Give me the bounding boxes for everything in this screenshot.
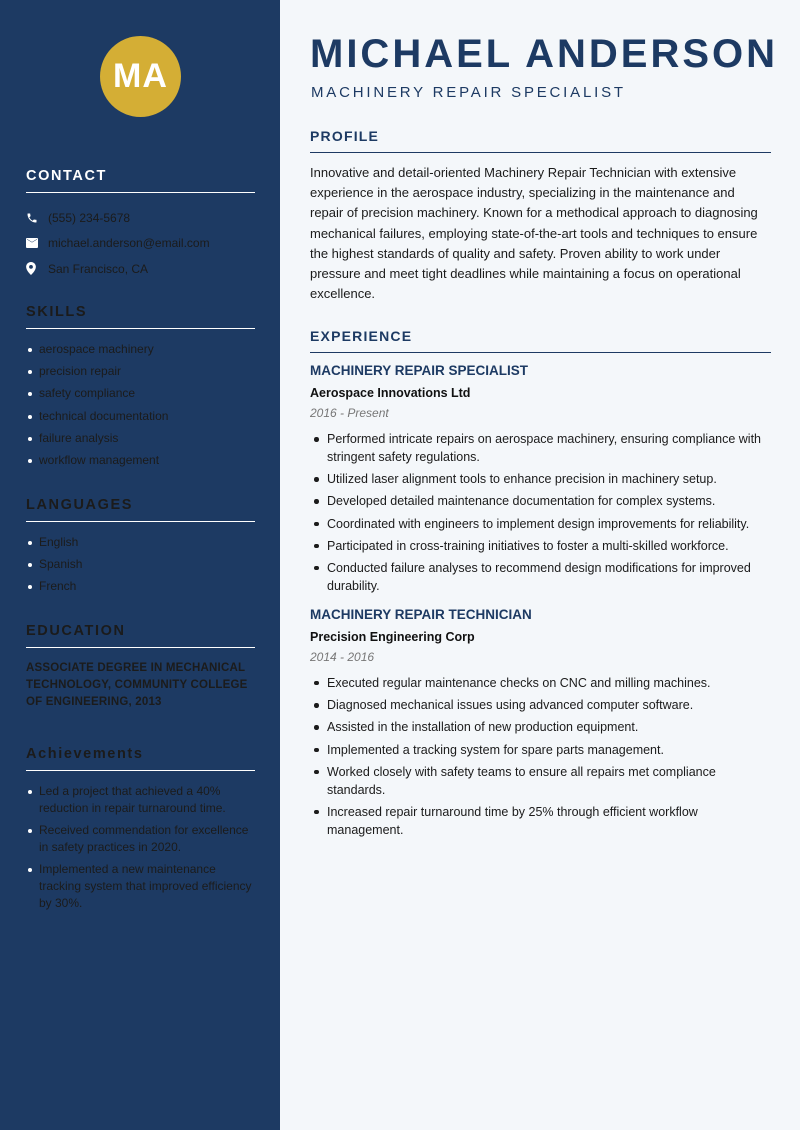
job-entry bbox=[310, 363, 771, 595]
job-dates: 2014 - 2016 bbox=[310, 649, 375, 664]
job-bullet: Executed regular maintenance checks on CNC and milling machines. bbox=[310, 674, 771, 692]
profile-heading: PROFILE bbox=[310, 128, 771, 153]
avatar: MA bbox=[100, 36, 181, 117]
job-bullet: Assisted in the installation of new production equipment. bbox=[310, 718, 771, 736]
job-bullet: Implemented a tracking system for spare parts management. bbox=[310, 741, 771, 759]
profile-text: Innovative and detail-oriented Machinery Repair Technician with extensive experience in the aerospace industry, specializing in the maintenance and repair of precision machinery. Known for a methodical approach to diagnosing mechanical failures, employing state-of-the-art tools and techniques to ensure the highest standards of quality and safety. Proven ability to work under pressure and meet tight deadlines while maintaining a focus on operational excellence. bbox=[310, 165, 758, 302]
email-text: michael.anderson@email.com bbox=[48, 236, 210, 251]
achievement-item: Led a project that achieved a 40% reduction in repair turnaround time. bbox=[26, 783, 255, 817]
candidate-role: MACHINERY REPAIR SPECIALIST bbox=[311, 84, 626, 101]
job-bullet: Developed detailed maintenance documentation for complex systems. bbox=[310, 492, 771, 510]
languages-heading: LANGUAGES bbox=[26, 497, 255, 522]
location-text: San Francisco, CA bbox=[48, 261, 149, 276]
languages-list bbox=[26, 534, 255, 595]
experience-section bbox=[310, 328, 771, 843]
location-pin-icon bbox=[26, 262, 48, 275]
education-entry: ASSOCIATE DEGREE IN MECHANICAL TECHNOLOGY, COMMUNITY COLLEGE OF ENGINEERING, 2013 bbox=[26, 662, 248, 708]
job-bullet: Participated in cross-training initiatives to foster a multi-skilled workforce. bbox=[310, 537, 771, 555]
skill-item: workflow management bbox=[26, 452, 255, 469]
experience-heading: EXPERIENCE bbox=[310, 328, 771, 353]
languages-section bbox=[26, 497, 255, 601]
job-title: MACHINERY REPAIR TECHNICIAN bbox=[310, 606, 532, 622]
job-bullet: Utilized laser alignment tools to enhance precision in machinery setup. bbox=[310, 470, 771, 488]
skill-item: precision repair bbox=[26, 363, 255, 380]
skills-list bbox=[26, 341, 255, 469]
phone-icon bbox=[26, 212, 48, 224]
contact-heading: CONTACT bbox=[26, 168, 255, 193]
phone-text: (555) 234-5678 bbox=[48, 210, 131, 225]
contact-phone bbox=[26, 205, 255, 231]
skill-item: aerospace machinery bbox=[26, 341, 255, 358]
achievements-section bbox=[26, 746, 255, 917]
job-bullet: Diagnosed mechanical issues using advanced computer software. bbox=[310, 696, 771, 714]
contact-section bbox=[26, 168, 255, 282]
job-dates: 2016 - Present bbox=[310, 406, 389, 420]
skill-item: safety compliance bbox=[26, 385, 255, 402]
job-bullet: Coordinated with engineers to implement design improvements for reliability. bbox=[310, 515, 771, 533]
language-item: Spanish bbox=[26, 556, 255, 573]
profile-section bbox=[310, 128, 771, 304]
contact-location bbox=[26, 256, 255, 282]
job-bullets bbox=[310, 430, 771, 595]
job-bullet: Performed intricate repairs on aerospace machinery, ensuring compliance with stringent safety regulations. bbox=[310, 430, 771, 466]
skill-item: technical documentation bbox=[26, 408, 255, 425]
job-bullet: Increased repair turnaround time by 25% through efficient workflow management. bbox=[310, 803, 771, 839]
achievement-item: Implemented a new maintenance tracking system that improved efficiency by 30%. bbox=[26, 861, 255, 912]
job-company: Precision Engineering Corp bbox=[310, 629, 475, 644]
achievement-item: Received commendation for excellence in safety practices in 2020. bbox=[26, 822, 255, 856]
job-bullet: Worked closely with safety teams to ensure all repairs met compliance standards. bbox=[310, 763, 771, 799]
email-icon bbox=[26, 238, 48, 248]
candidate-name: MICHAEL ANDERSON bbox=[310, 32, 779, 76]
job-bullet: Conducted failure analyses to recommend design modifications for improved durability. bbox=[310, 559, 771, 595]
job-title: MACHINERY REPAIR SPECIALIST bbox=[310, 363, 529, 378]
education-heading: EDUCATION bbox=[26, 623, 255, 648]
contact-email bbox=[26, 231, 255, 257]
job-bullets bbox=[310, 674, 771, 839]
skills-section bbox=[26, 304, 255, 474]
skills-heading: SKILLS bbox=[26, 304, 255, 329]
job-company: Aerospace Innovations Ltd bbox=[310, 386, 471, 400]
education-section bbox=[26, 623, 255, 711]
job-entry bbox=[310, 607, 771, 839]
language-item: English bbox=[26, 534, 255, 551]
skill-item: failure analysis bbox=[26, 430, 255, 447]
achievements-list bbox=[26, 783, 255, 912]
achievements-heading: Achievements bbox=[26, 746, 255, 771]
language-item: French bbox=[26, 578, 255, 595]
